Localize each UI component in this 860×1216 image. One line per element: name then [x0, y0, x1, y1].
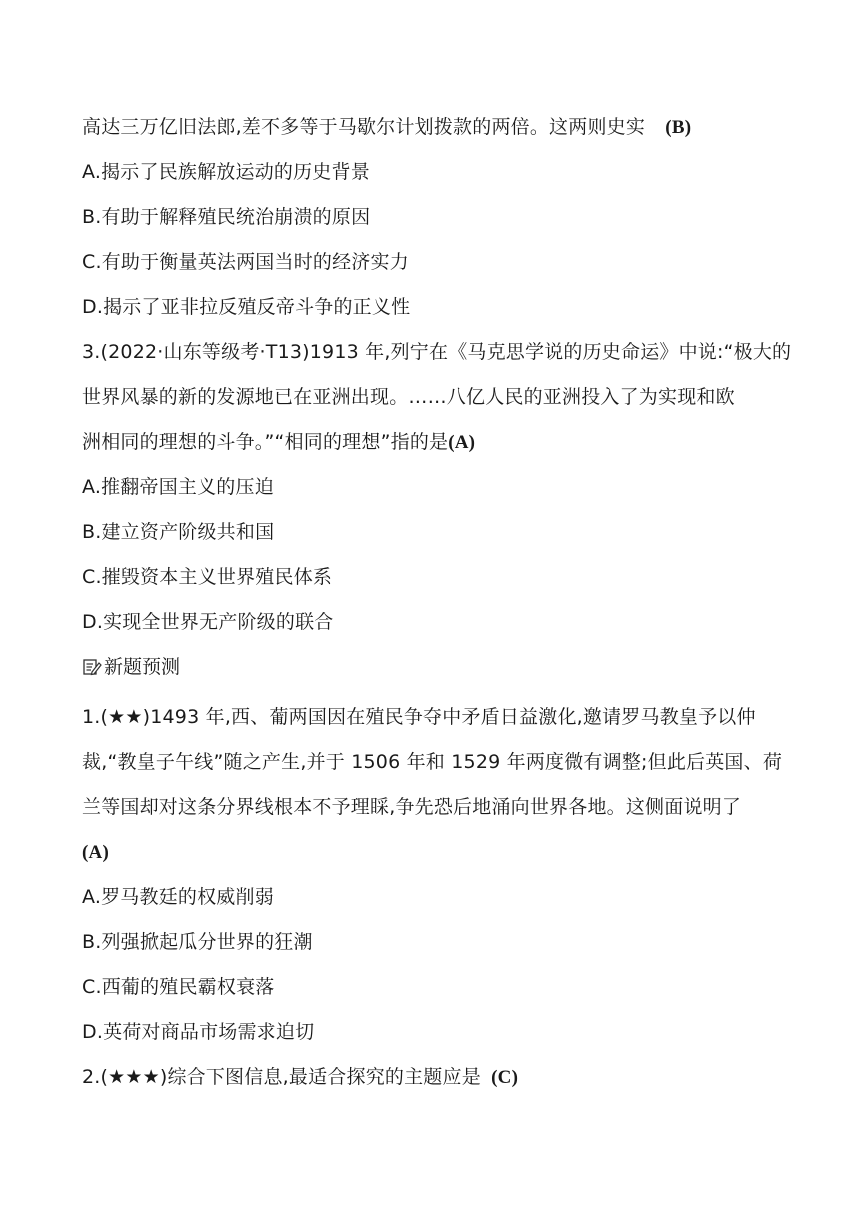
question-stem-line: 裁,“教皇子午线”随之产生,并于 1506 年和 1529 年两度微有调整;但此后英国、荷 — [82, 751, 783, 773]
question-stem-line — [82, 1065, 782, 1090]
option-a: A.罗马教廷的权威削弱 — [82, 886, 274, 908]
option-a: A.揭示了民族解放运动的历史背景 — [82, 161, 370, 183]
answer-label: (A) — [448, 432, 476, 453]
question-stem-line: 3.(2022·山东等级考·T13)1913 年,列宁在《马克思学说的历史命运》中说:“极大的 — [82, 341, 792, 363]
question-stem-text: 洲相同的理想的斗争。”“相同的理想”指的是 — [82, 431, 449, 453]
option-d: D.揭示了亚非拉反殖反帝斗争的正义性 — [82, 296, 411, 318]
edit-note-icon — [82, 657, 102, 677]
section-title: 新题预测 — [104, 656, 181, 678]
question-stem-text: 高达三万亿旧法郎,差不多等于马歇尔计划拨款的两倍。这两则史实 — [82, 116, 646, 138]
option-b: B.列强掀起瓜分世界的狂潮 — [82, 931, 313, 953]
option-b: B.有助于解释殖民统治崩溃的原因 — [82, 206, 371, 228]
question-stem-line — [82, 115, 782, 140]
section-header — [82, 655, 180, 679]
option-c: C.有助于衡量英法两国当时的经济实力 — [82, 251, 409, 273]
option-c: C.摧毁资本主义世界殖民体系 — [82, 566, 333, 588]
question-stem-line: 世界风暴的新的发源地已在亚洲出现。……八亿人民的亚洲投入了为实现和欧 — [82, 386, 735, 408]
question-stem-line: 1.(★★)1493 年,西、葡两国因在殖民争夺中矛盾日益激化,邀请罗马教皇予以仲 — [82, 706, 756, 728]
question-stem-line — [82, 430, 782, 455]
option-d: D.实现全世界无产阶级的联合 — [82, 611, 334, 633]
option-d: D.英荷对商品市场需求迫切 — [82, 1021, 315, 1043]
answer-label: (B) — [665, 117, 692, 138]
option-a: A.推翻帝国主义的压迫 — [82, 476, 274, 498]
question-stem-text: 2.(★★★)综合下图信息,最适合探究的主题应是 — [82, 1066, 481, 1088]
answer-label: (C) — [491, 1067, 519, 1088]
option-b: B.建立资产阶级共和国 — [82, 521, 275, 543]
question-answer-line — [82, 840, 782, 865]
answer-label: (A) — [82, 842, 109, 863]
question-stem-line: 兰等国却对这条分界线根本不予理睬,争先恐后地涌向世界各地。这侧面说明了 — [82, 796, 742, 818]
option-c: C.西葡的殖民霸权衰落 — [82, 976, 275, 998]
